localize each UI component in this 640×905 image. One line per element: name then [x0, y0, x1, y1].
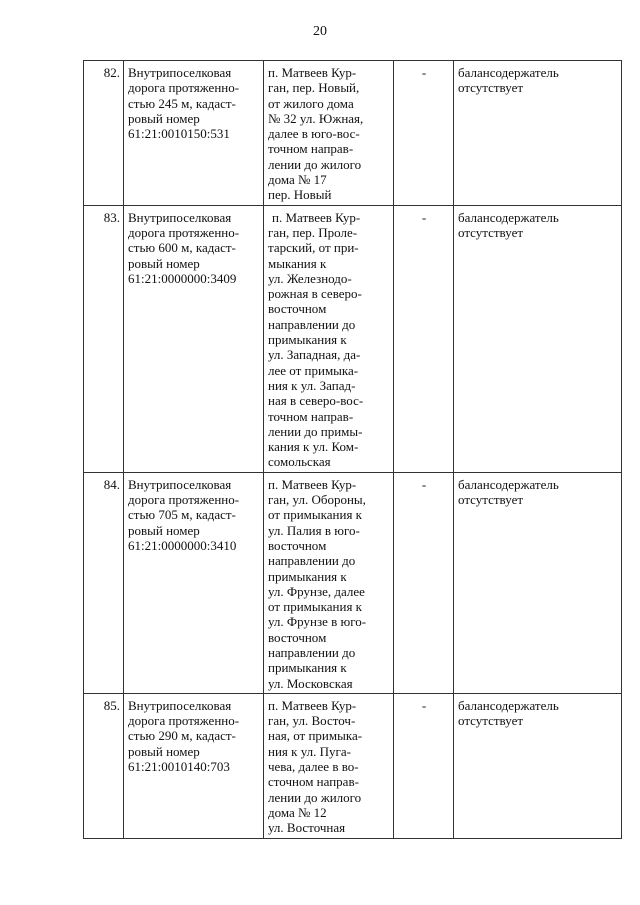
table-row [84, 693, 622, 838]
object-description-cell [124, 693, 264, 838]
location-line: сомольская [268, 454, 331, 470]
object-description-cell [124, 205, 264, 472]
roads-registry-table [83, 60, 622, 839]
location-line: восточном [268, 629, 327, 645]
balance-holder-line: отсутствует [458, 80, 524, 96]
table-row [84, 472, 622, 693]
object-description-line: 61:21:0000000:3410 [128, 537, 237, 553]
object-description-line: Внутрипоселковая [128, 697, 232, 713]
location-line: чева, далее в во- [268, 759, 359, 775]
location-line: мыкания к [268, 255, 327, 271]
location-line: от примыкания к [268, 599, 362, 615]
object-description-line: дорога протяженно- [128, 713, 240, 729]
owner-value: - [421, 209, 427, 225]
location-line: лее от примыка- [268, 362, 359, 378]
location-line: примыкания к [268, 660, 347, 676]
object-description-line: Внутрипоселковая [128, 65, 232, 80]
location-line: п. Матвеев Кур- [268, 476, 357, 492]
row-number: 84. [103, 476, 120, 492]
location-line: ган, ул. Восточ- [268, 713, 356, 729]
location-line: тарский, от при- [268, 240, 359, 256]
location-line: ная в северо-вос- [268, 393, 364, 409]
location-line: ул. Восточная [268, 820, 346, 836]
location-line: п. Матвеев Кур- [272, 209, 361, 225]
location-line: п. Матвеев Кур- [268, 65, 357, 80]
owner-cell [394, 61, 454, 206]
row-number-cell [84, 205, 124, 472]
location-line: дома № 17 [268, 172, 327, 188]
balance-holder-line: балансодержатель [458, 209, 559, 225]
location-line: ул. Железнодо- [268, 270, 352, 286]
location-line: ния к ул. Запад- [268, 377, 356, 393]
owner-cell [394, 472, 454, 693]
location-line: ган, ул. Обороны, [268, 492, 366, 508]
table-row [84, 205, 622, 472]
object-description-line: ровый номер [128, 110, 200, 126]
location-line: направлении до [268, 644, 356, 660]
object-description-line: Внутрипоселковая [128, 209, 232, 225]
owner-value: - [421, 697, 427, 713]
object-description-cell [124, 472, 264, 693]
location-line: ул. Фрунзе, далее [268, 583, 365, 599]
location-line: примыкания к [268, 332, 347, 348]
location-line: кания к ул. Ком- [268, 439, 359, 455]
location-line: направлении до [268, 553, 356, 569]
row-number: 83. [103, 209, 120, 225]
location-line: ган, пер. Проле- [268, 224, 358, 240]
table-row [84, 61, 622, 206]
location-cell [264, 472, 394, 693]
object-description-line: ровый номер [128, 522, 200, 538]
object-description-line: Внутрипоселковая [128, 476, 232, 492]
balance-holder-cell [454, 61, 622, 206]
row-number: 85. [103, 697, 120, 713]
location-line: восточном [268, 301, 327, 317]
object-description-line: стью 705 м, кадаст- [128, 507, 236, 523]
balance-holder-line: балансодержатель [458, 476, 559, 492]
location-cell [264, 61, 394, 206]
object-description-line: дорога протяженно- [128, 80, 240, 96]
balance-holder-cell [454, 693, 622, 838]
location-cell [264, 693, 394, 838]
location-line: п. Матвеев Кур- [268, 697, 357, 713]
location-line: направлении до [268, 316, 356, 332]
object-description-line: ровый номер [128, 255, 200, 271]
location-line: далее в юго-вос- [268, 126, 360, 142]
location-line: точном направ- [268, 141, 354, 157]
location-line: ная, от примыка- [268, 728, 363, 744]
object-description-line: стью 290 м, кадаст- [128, 728, 236, 744]
balance-holder-line: отсутствует [458, 224, 524, 240]
balance-holder-line: балансодержатель [458, 697, 559, 713]
location-line: ул. Фрунзе в юго- [268, 614, 367, 630]
owner-cell [394, 693, 454, 838]
location-line: рожная в северо- [268, 286, 362, 302]
balance-holder-line: балансодержатель [458, 65, 559, 80]
location-line: пер. Новый [268, 187, 332, 203]
object-description-cell [124, 61, 264, 206]
location-line: ния к ул. Пуга- [268, 743, 351, 759]
object-description-line: стью 245 м, кадаст- [128, 95, 236, 111]
object-description-line: 61:21:0000000:3409 [128, 270, 237, 286]
location-line: дома № 12 [268, 804, 327, 820]
row-number: 82. [103, 65, 120, 80]
object-description-line: дорога протяженно- [128, 224, 240, 240]
location-line: примыкания к [268, 568, 347, 584]
location-line: точном направ- [268, 408, 354, 424]
location-line: сточном направ- [268, 774, 359, 790]
location-line: ул. Московская [268, 675, 353, 691]
location-line: от примыкания к [268, 507, 362, 523]
location-line: от жилого дома [268, 95, 354, 111]
object-description-line: 61:21:0010140:703 [128, 759, 230, 775]
object-description-line: ровый номер [128, 743, 200, 759]
owner-value: - [421, 476, 427, 492]
row-number-cell [84, 693, 124, 838]
registry-table-body [84, 61, 622, 839]
location-line: лении до примы- [268, 423, 363, 439]
page-number: 20 [313, 24, 327, 39]
location-line: № 32 ул. Южная, [268, 110, 364, 126]
balance-holder-cell [454, 205, 622, 472]
location-line: ул. Западная, да- [268, 347, 361, 363]
location-line: лении до жилого [268, 789, 362, 805]
location-line: ул. Палия в юго- [268, 522, 360, 538]
owner-cell [394, 205, 454, 472]
row-number-cell [84, 61, 124, 206]
balance-holder-cell [454, 472, 622, 693]
location-line: ган, пер. Новый, [268, 80, 360, 96]
owner-value: - [421, 65, 427, 80]
location-line: лении до жилого [268, 156, 362, 172]
object-description-line: дорога протяженно- [128, 492, 240, 508]
location-line: восточном [268, 537, 327, 553]
object-description-line: 61:21:0010150:531 [128, 126, 230, 142]
object-description-line: стью 600 м, кадаст- [128, 240, 236, 256]
location-cell [264, 205, 394, 472]
balance-holder-line: отсутствует [458, 492, 524, 508]
row-number-cell [84, 472, 124, 693]
balance-holder-line: отсутствует [458, 713, 524, 729]
